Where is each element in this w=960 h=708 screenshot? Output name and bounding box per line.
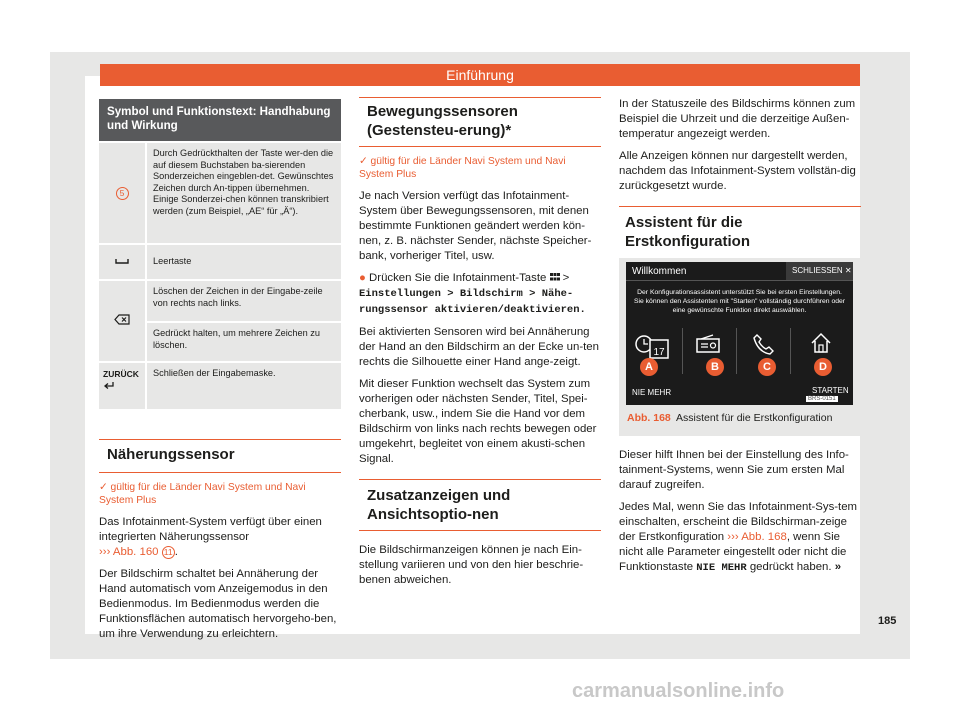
phone-icon [752, 332, 776, 356]
table-cell: Gedrückt halten, um mehrere Zeichen zu löschen. [146, 322, 341, 362]
section-heading: Assistent für die Erstkonfiguration [625, 214, 751, 250]
tile-radio[interactable] [684, 328, 737, 374]
bullet-icon: ● [359, 272, 370, 284]
paragraph: In der Statuszeile des Bildschirms können zum Beispiel die Uhrzeit und die derzeitige Außen-temperatur angezeigt werden. [619, 98, 856, 140]
figure-168 [619, 258, 861, 436]
callout-a: A [640, 358, 658, 376]
figure-code: BRS-0151 [808, 396, 836, 402]
backspace-icon [114, 317, 130, 327]
instruction-bullet: ● Drücken Sie die Infotainment-Taste > Einstellungen > Bildschirm > Nähe-rungssensor aktivieren/deaktivieren. [359, 272, 586, 316]
paragraph: Der Bildschirm schaltet bei Annäherung der Hand automatisch vom Anzeigemodus in den Bedienmodus. Im Bedienmodus werden die Funktionsflächen automatisch hervorgeho-ben, um ihre Verwendung zu erleichtern. [99, 568, 337, 640]
table-title: Symbol und Funktionstext: Handhabung und Wirkung [99, 98, 341, 142]
callout-c: C [758, 358, 776, 376]
return-arrow-icon [103, 381, 115, 391]
svg-text:17: 17 [653, 347, 665, 358]
close-button[interactable]: SCHLIESSEN ✕ [786, 262, 853, 280]
never-button[interactable]: NIE MEHR [632, 388, 672, 397]
column-1 [99, 97, 341, 649]
infotainment-screen [626, 262, 853, 405]
symbol-table [99, 97, 341, 409]
section-heading: Bewegungssensoren (Gestensteu-erung)* [367, 103, 518, 139]
chapter-header: Einführung [100, 64, 860, 86]
figure-reference-link[interactable]: ››› Abb. 168 [727, 531, 787, 543]
menu-key-icon [550, 272, 560, 284]
table-row [99, 280, 341, 322]
paragraph: Jedes Mal, wenn Sie das Infotainment-Sys-tem einschalten, erscheint die Bildschirman-zeige der Erstkonfiguration ››› Abb. 168, wenn Sie nicht alle Parameter eingestellt oder nicht die Funktionstaste NIE MEHR gedrückt haben. » [619, 501, 858, 574]
section-heading: Zusatzanzeigen und Ansichtsoptio-nen [367, 487, 511, 523]
figure-reference-link[interactable]: ››› Abb. 160 [99, 546, 159, 558]
section-heading-box [619, 206, 861, 260]
table-cell: Schließen der Eingabemaske. [146, 362, 341, 409]
table-cell: Durch Gedrückthalten der Taste wer-den die auf diesem Buchstaben ba-sierenden Sonderzeichen eingeblen-det. Gewünschtes Zeichen durch An-tippen übernehmen. Einige Sonderzei-chen können transkribiert werden (zum Beispiel, „AE“ für „Ä“). [146, 142, 341, 244]
home-icon [810, 332, 832, 354]
column-2 [359, 97, 601, 595]
radio-icon [696, 334, 722, 354]
function-key-label: NIE MEHR [696, 562, 747, 574]
continued-marker: » [834, 561, 842, 573]
table-cell: Löschen der Zeichen in der Eingabe-zeile von rechts nach links. [146, 280, 341, 322]
space-key-icon [115, 256, 129, 266]
section-heading: Näherungssensor [107, 446, 235, 463]
column-3-lower [619, 448, 861, 583]
section-heading-box [359, 97, 601, 147]
start-button[interactable]: STARTEN [812, 386, 849, 395]
validity-note: ✓ gültig für die Länder Navi System und Navi System Plus [99, 482, 306, 506]
assistant-message: Der Konfigurationsassistent unterstützt Sie bei ersten Einstellungen. Sie können den Assistenten mit "Starten" vollständig durchführen oder eine gewünschte Funktion direkt auswählen. [633, 289, 846, 314]
paragraph: Das Infotainment-System verfügt über einen integrierten Näherungssensor ››› Abb. 160 11 . [99, 516, 322, 558]
table-cell: Leertaste [146, 244, 341, 280]
page-number: 185 [878, 615, 897, 627]
check-icon: ✓ [359, 156, 371, 167]
close-icon: ✕ [844, 266, 852, 275]
circled-number-icon: 5 [116, 187, 129, 200]
calendar-clock-icon [634, 332, 672, 362]
watermark: carmanualsonline.info [572, 680, 785, 702]
paragraph: Je nach Version verfügt das Infotainment-System über Bewegungssensoren, mit denen bestimmte Funktionen geändert werden kön-nen, z. B. nächster Sender, nächste Speicher-bank, vorheriger Titel, usw. [359, 190, 592, 262]
tile-phone[interactable] [738, 328, 791, 374]
paragraph: Mit dieser Funktion wechselt das System zum vorherigen oder nächsten Sender, Titel, Spei-cherbank, usw., indem Sie die Hand vor dem Bildschirm von links nach rechts bewegen oder umgekehrt, begleitet von einem akusti-schen Signal. [359, 378, 597, 465]
section-heading-box [99, 439, 341, 473]
section-heading-box [359, 479, 601, 531]
paragraph: Die Bildschirmanzeigen können je nach Ein-stellung variieren und von den hier beschrie-benen abweichen. [359, 544, 584, 586]
table-row [99, 362, 341, 409]
callout-d: D [814, 358, 832, 376]
menu-path: Einstellungen > Bildschirm > Nähe-rungssensor aktivieren/deaktivieren. [359, 288, 586, 316]
paragraph: Bei aktivierten Sensoren wird bei Annäherung der Hand an den Bildschirm an der Ecke un-ten rechts die Silhouette einer Hand ange-zeigt. [359, 326, 599, 368]
table-row [99, 244, 341, 280]
table-row [99, 142, 341, 244]
circled-number-icon: 11 [162, 546, 175, 559]
check-icon: ✓ [99, 482, 111, 493]
callout-b: B [706, 358, 724, 376]
tile-home[interactable] [792, 328, 848, 374]
tile-date-time[interactable] [630, 328, 683, 374]
figure-caption: Abb. 168 Assistent für die Erstkonfiguration [627, 412, 833, 424]
back-key-label: ZURÜCK [103, 369, 139, 379]
screen-title: Willkommen [632, 266, 687, 277]
column-3 [619, 97, 861, 260]
paragraph: Alle Anzeigen können nur dargestellt werden, nachdem das Infotainment-System vollstän-dig zurückgesetzt wurde. [619, 150, 856, 192]
paragraph: Dieser hilft Ihnen bei der Einstellung des Info-tainment-Systems, wenn Sie zum ersten Mal darauf zugreifen. [619, 449, 849, 491]
validity-note: ✓ gültig für die Länder Navi System und Navi System Plus [359, 156, 566, 180]
